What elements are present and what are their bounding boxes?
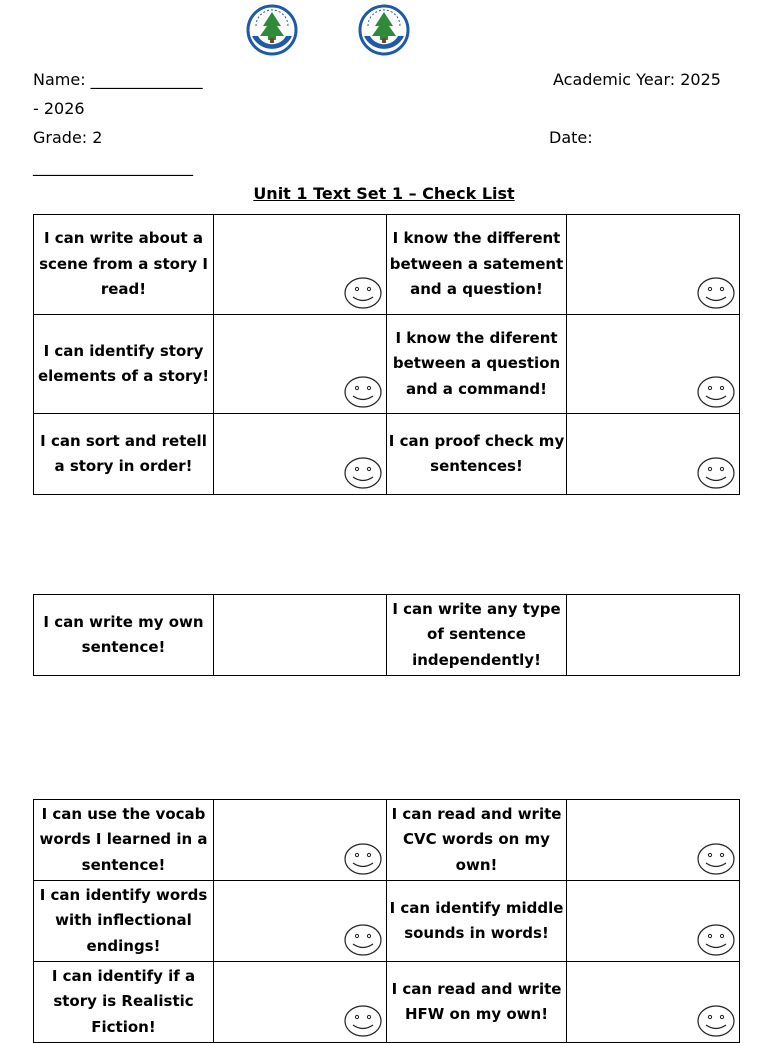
check-cell[interactable] <box>567 962 740 1043</box>
skill-label: I can identify story elements of a story! <box>34 315 214 414</box>
school-logo-right <box>358 4 410 56</box>
check-cell[interactable] <box>567 414 740 495</box>
skill-label: I can read and write HFW on my own! <box>387 962 567 1043</box>
academic-year-end: - 2026 <box>33 99 85 118</box>
checklist-table-2 <box>33 594 740 676</box>
check-cell[interactable] <box>214 800 387 881</box>
school-crest-icon <box>358 4 410 56</box>
school-crest-icon <box>246 4 298 56</box>
smiley-face-icon <box>343 375 383 409</box>
check-cell[interactable] <box>567 215 740 315</box>
table-row <box>34 962 740 1043</box>
checklist-table-1 <box>33 214 740 495</box>
check-cell[interactable] <box>567 881 740 962</box>
page-title: Unit 1 Text Set 1 – Check List <box>253 184 515 203</box>
skill-label: I can proof check my sentences! <box>387 414 567 495</box>
check-cell[interactable] <box>214 215 387 315</box>
date-line: ____________________ <box>33 157 193 176</box>
grade: Grade: 2 <box>33 128 103 147</box>
table-row <box>34 800 740 881</box>
smiley-face-icon <box>696 375 736 409</box>
name-field: Name: ______________ <box>33 70 203 89</box>
check-cell[interactable] <box>214 595 387 676</box>
check-cell[interactable] <box>567 595 740 676</box>
smiley-face-icon <box>343 923 383 957</box>
table-row <box>34 315 740 414</box>
skill-label: I know the different between a satement and a question! <box>387 215 567 315</box>
skill-label: I can identify words with inflectional endings! <box>34 881 214 962</box>
check-cell[interactable] <box>214 881 387 962</box>
check-cell[interactable] <box>214 962 387 1043</box>
smiley-face-icon <box>343 1004 383 1038</box>
academic-year: Academic Year: 2025 <box>553 70 721 89</box>
smiley-face-icon <box>696 456 736 490</box>
check-cell[interactable] <box>214 414 387 495</box>
skill-label: I can write about a scene from a story I read! <box>34 215 214 315</box>
skill-label: I can sort and retell a story in order! <box>34 414 214 495</box>
smiley-face-icon <box>696 842 736 876</box>
check-cell[interactable] <box>567 315 740 414</box>
smiley-face-icon <box>343 276 383 310</box>
date-label: Date: <box>549 128 593 147</box>
table-row <box>34 215 740 315</box>
skill-label: I can write my own sentence! <box>34 595 214 676</box>
check-cell[interactable] <box>214 315 387 414</box>
checklist-table-3 <box>33 799 740 1043</box>
smiley-face-icon <box>343 842 383 876</box>
check-cell[interactable] <box>567 800 740 881</box>
skill-label: I can identify if a story is Realistic Fiction! <box>34 962 214 1043</box>
table-row <box>34 414 740 495</box>
table-row <box>34 881 740 962</box>
smiley-face-icon <box>696 1004 736 1038</box>
school-logo-left <box>246 4 298 56</box>
smiley-face-icon <box>343 456 383 490</box>
skill-label: I can use the vocab words I learned in a sentence! <box>34 800 214 881</box>
smiley-face-icon <box>696 923 736 957</box>
skill-label: I know the diferent between a question and a command! <box>387 315 567 414</box>
table-row <box>34 595 740 676</box>
skill-label: I can identify middle sounds in words! <box>387 881 567 962</box>
skill-label: I can read and write CVC words on my own! <box>387 800 567 881</box>
smiley-face-icon <box>696 276 736 310</box>
skill-label: I can write any type of sentence independently! <box>387 595 567 676</box>
